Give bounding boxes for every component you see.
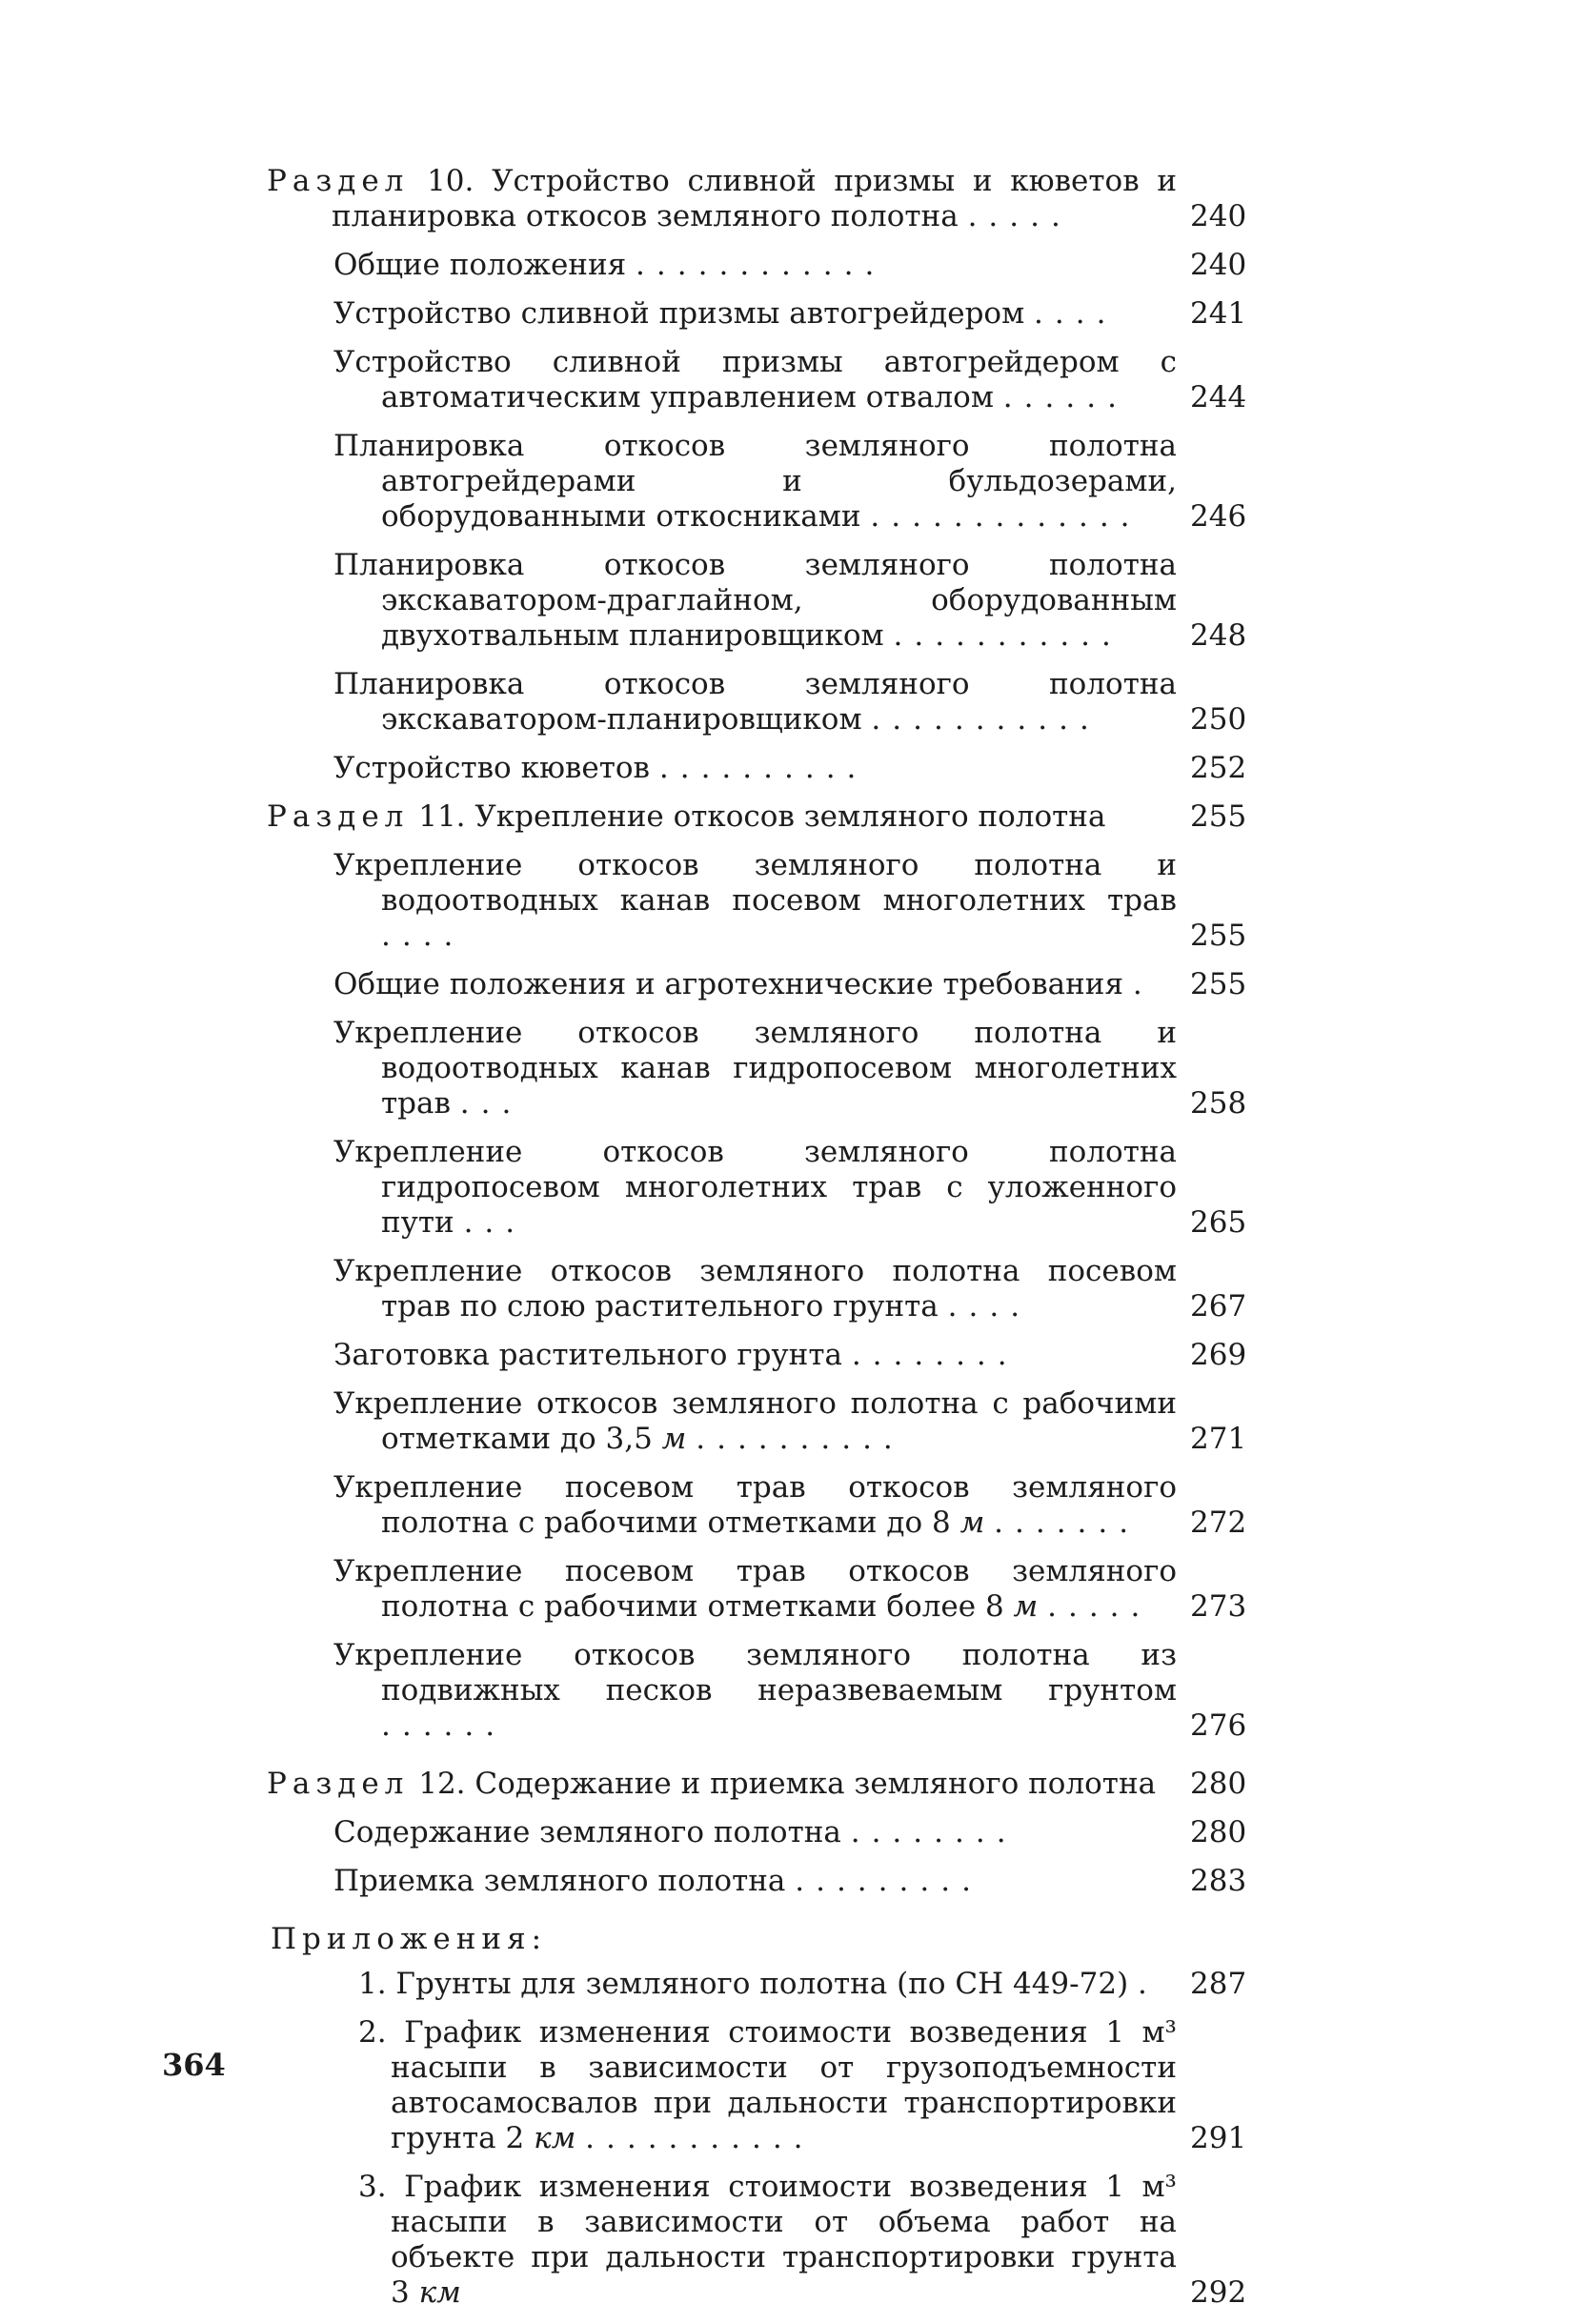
table-of-contents <box>267 164 1247 2324</box>
page-ref: 276 <box>1190 1708 1247 1743</box>
page-ref: 271 <box>1190 1422 1247 1456</box>
page-ref: 280 <box>1190 1767 1247 1801</box>
toc-item: Укрепление посевом трав откосов земляного полотна с рабочими отметками до 8 м ....... 272 <box>333 1470 1247 1540</box>
toc-item: Устройство сливной призмы автогрейдером с автоматическим управлением отвалом ...... 244 <box>333 345 1247 414</box>
toc-item: Устройство кюветов .......... 252 <box>333 751 1247 785</box>
toc-item: Укрепление откосов земляного полотна и водоотводных канав посевом многолетних трав .... 255 <box>333 848 1247 953</box>
page-ref: 250 <box>1190 702 1247 737</box>
appendix-item: 2. График изменения стоимости возведения 1 м³ насыпи в зависимости от грузоподъемности автосамосвалов при дальности транспортировки грунта 2 км ........... 291 <box>358 2015 1247 2155</box>
toc-item: Содержание земляного полотна ........ 280 <box>333 1815 1247 1849</box>
page-ref: 265 <box>1190 1205 1247 1240</box>
page-ref: 240 <box>1190 199 1247 233</box>
toc-item: Заготовка растительного грунта ........ 269 <box>333 1338 1247 1372</box>
section-label: Раздел <box>267 799 410 834</box>
page-ref: 283 <box>1190 1864 1247 1898</box>
toc-item: Приемка земляного полотна ......... 283 <box>333 1864 1247 1898</box>
page-ref: 292 <box>1190 2275 1247 2310</box>
page-ref: 272 <box>1190 1506 1247 1540</box>
page-ref: 246 <box>1190 499 1247 534</box>
page-ref: 291 <box>1190 2121 1247 2155</box>
toc-item: Укрепление откосов земляного полотна посевом трав по слою растительного грунта .... 267 <box>333 1254 1247 1324</box>
toc-item: Укрепление откосов земляного полотна из подвижных песков неразвеваемым грунтом ...... 276 <box>333 1638 1247 1743</box>
page-ref: 280 <box>1190 1815 1247 1849</box>
toc-section-12 <box>267 1767 1247 1802</box>
page-ref: 240 <box>1190 248 1247 282</box>
page-ref: 269 <box>1190 1338 1247 1372</box>
toc-item: Укрепление откосов земляного полотна и водоотводных канав гидропосевом многолетних трав ... 258 <box>333 1016 1247 1121</box>
page-ref: 244 <box>1190 380 1247 414</box>
appendix-item: 1. Грунты для земляного полотна (по СН 449-72) . 287 <box>358 1967 1247 2001</box>
toc-item: Планировка откосов земляного полотна автогрейдерами и бульдозерами, оборудованными откосниками ............. 246 <box>333 429 1247 534</box>
section-title: 11. Укрепление откосов земляного полотна <box>418 799 1106 834</box>
toc-item: Укрепление посевом трав откосов земляного полотна с рабочими отметками более 8 м ..... 273 <box>333 1554 1247 1624</box>
toc-item: Общие положения ............ 240 <box>333 248 1247 282</box>
page-ref: 248 <box>1190 618 1247 653</box>
page-number: 364 <box>162 2047 226 2083</box>
section-title: 12. Содержание и приемка земляного полотна <box>418 1767 1157 1801</box>
appendices-heading: Приложения: <box>271 1922 548 1956</box>
toc-item: Устройство сливной призмы автогрейдером .... 241 <box>333 296 1247 331</box>
toc-section-11 <box>267 799 1247 835</box>
page-ref: 258 <box>1190 1086 1247 1121</box>
toc-item: Планировка откосов земляного полотна экскаватором-планировщиком ........... 250 <box>333 667 1247 737</box>
section-title: 10. Устройство сливной призмы и кюветов и планировка откосов земляного полотна <box>332 164 1178 233</box>
page-ref: 241 <box>1190 296 1247 331</box>
appendix-item: 3. График изменения стоимости возведения 1 м³ насыпи в зависимости от объема работ на объекте при дальности транспортировки грунта 3 км 292 <box>358 2170 1247 2310</box>
page-ref: 287 <box>1190 1967 1247 2001</box>
toc-section-10: Раздел 10. Устройство сливной призмы и кюветов и планировка откосов земляного полотна ..... 240 <box>267 164 1247 233</box>
page-ref: 273 <box>1190 1589 1247 1624</box>
section-label: Раздел <box>267 1767 410 1801</box>
page-ref: 252 <box>1190 751 1247 785</box>
section-label: Раздел <box>267 164 410 198</box>
page-ref: 255 <box>1190 919 1247 953</box>
toc-item: Общие положения и агротехнические требования . 255 <box>333 967 1247 1001</box>
toc-item: Планировка откосов земляного полотна экскаватором-драглайном, оборудованным двухотвальным планировщиком ........... 248 <box>333 548 1247 653</box>
toc-item: Укрепление откосов земляного полотна с рабочими отметками до 3,5 м .......... 271 <box>333 1386 1247 1456</box>
page-ref: 267 <box>1190 1289 1247 1324</box>
page-ref: 255 <box>1190 799 1247 834</box>
toc-item: Укрепление откосов земляного полотна гидропосевом многолетних трав с уложенного пути ... 265 <box>333 1135 1247 1240</box>
page-ref: 255 <box>1190 967 1247 1001</box>
